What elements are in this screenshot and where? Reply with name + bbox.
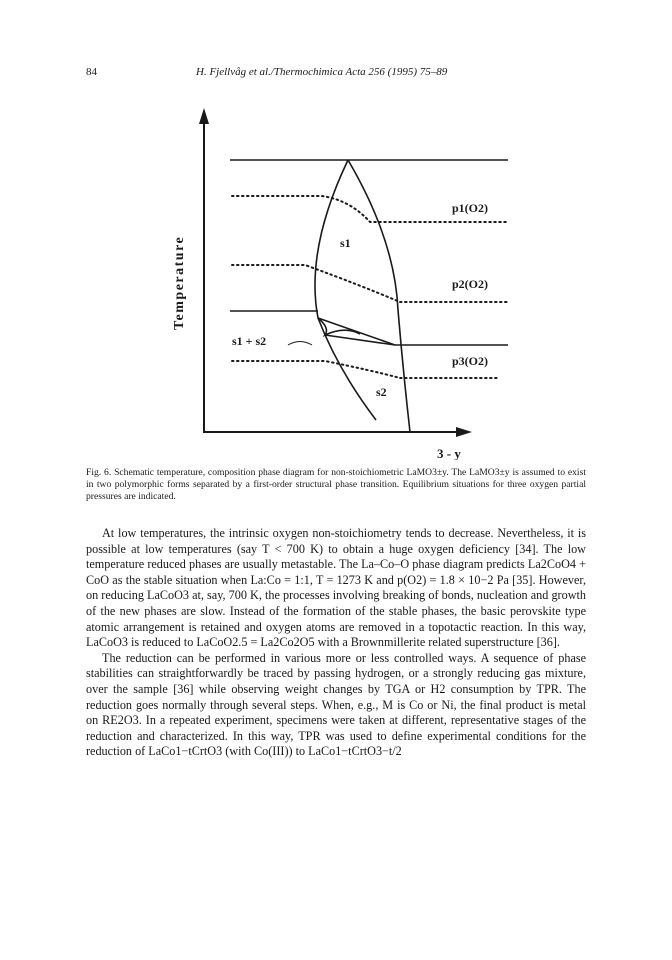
two-phase-lower [325, 335, 395, 345]
p1-label: p1(O2) [452, 201, 488, 215]
s2-label: s2 [376, 385, 387, 399]
running-head: H. Fjellvåg et al./Thermochimica Acta 256 (1995) 75–89 [196, 66, 448, 78]
p3-label: p3(O2) [452, 354, 488, 368]
two-phase-upper [318, 318, 395, 345]
phase-diagram-figure [0, 0, 672, 460]
x-axis-label: 3 - y [437, 446, 461, 460]
figure-caption: Fig. 6. Schematic temperature, composition phase diagram for non-stoichiometric LaMO3±y. The LaMO3±y is assumed to exist in two polymorphic forms separated by a first-order structural phase transition. Equilibrium situations for three oxygen partial pressures are indicated. [86, 467, 586, 502]
paragraph-2: The reduction can be performed in various more or less controlled ways. A sequence of phase stabilities can straightforwardly be traced by passing hydrogen, or a strongly reducing gas mixture, over the sample [36] while observing weight changes by TGA or H2 consumption by TPR. The reduction goes normally through several steps. When, e.g., M is Co or Ni, the final product is metal on RE2O3. In a repeated experiment, specimens were taken at different, representative stages of the reduction and characterized. In this way, TPR was used to define experimental conditions for the reduction of LaCo1−tCrtO3 (with Co(III)) to LaCo1−tCrtO3−t/2 [86, 650, 586, 759]
x-axis-arrow [456, 427, 472, 437]
body-text [86, 526, 586, 760]
s1s2-label: s1 + s2 [232, 334, 267, 348]
solid-lines [230, 160, 508, 345]
paragraph-1: At low temperatures, the intrinsic oxygen non-stoichiometry tends to decrease. Nevertheless, it is possible at low temperatures (say T < 700 K) to obtain a huge oxygen deficiency [34]. The low temperature reduced phases are usually metastable. The La–Co–O phase diagram predicts La2CoO4 + CoO as the stable situation when La:Co = 1:1, T = 1273 K and p(O2) = 1.8 × 10−2 Pa [35]. However, on reducing LaCoO3 at, say, 700 K, the processes involving breaking of bonds, nucleation and growth of the new phases are slow. Instead of the formation of the stable phases, the basic perovskite type atomic arrangement is retained and oxygen atoms are removed in a topotactic reaction. In this way, LaCoO3 is reduced to LaCoO2.5 = La2Co2O5 with a Brownmillerite related superstructure [36]. [86, 526, 586, 650]
s1s2-pointer [288, 342, 312, 346]
phase-boundaries [315, 160, 410, 432]
s1-label: s1 [340, 236, 351, 250]
axes [199, 108, 472, 437]
y-axis-label: Temperature [172, 235, 187, 330]
y-axis-arrow [199, 108, 209, 124]
p2-label: p2(O2) [452, 277, 488, 291]
s1-left-boundary [315, 160, 376, 420]
page-number: 84 [86, 66, 97, 78]
